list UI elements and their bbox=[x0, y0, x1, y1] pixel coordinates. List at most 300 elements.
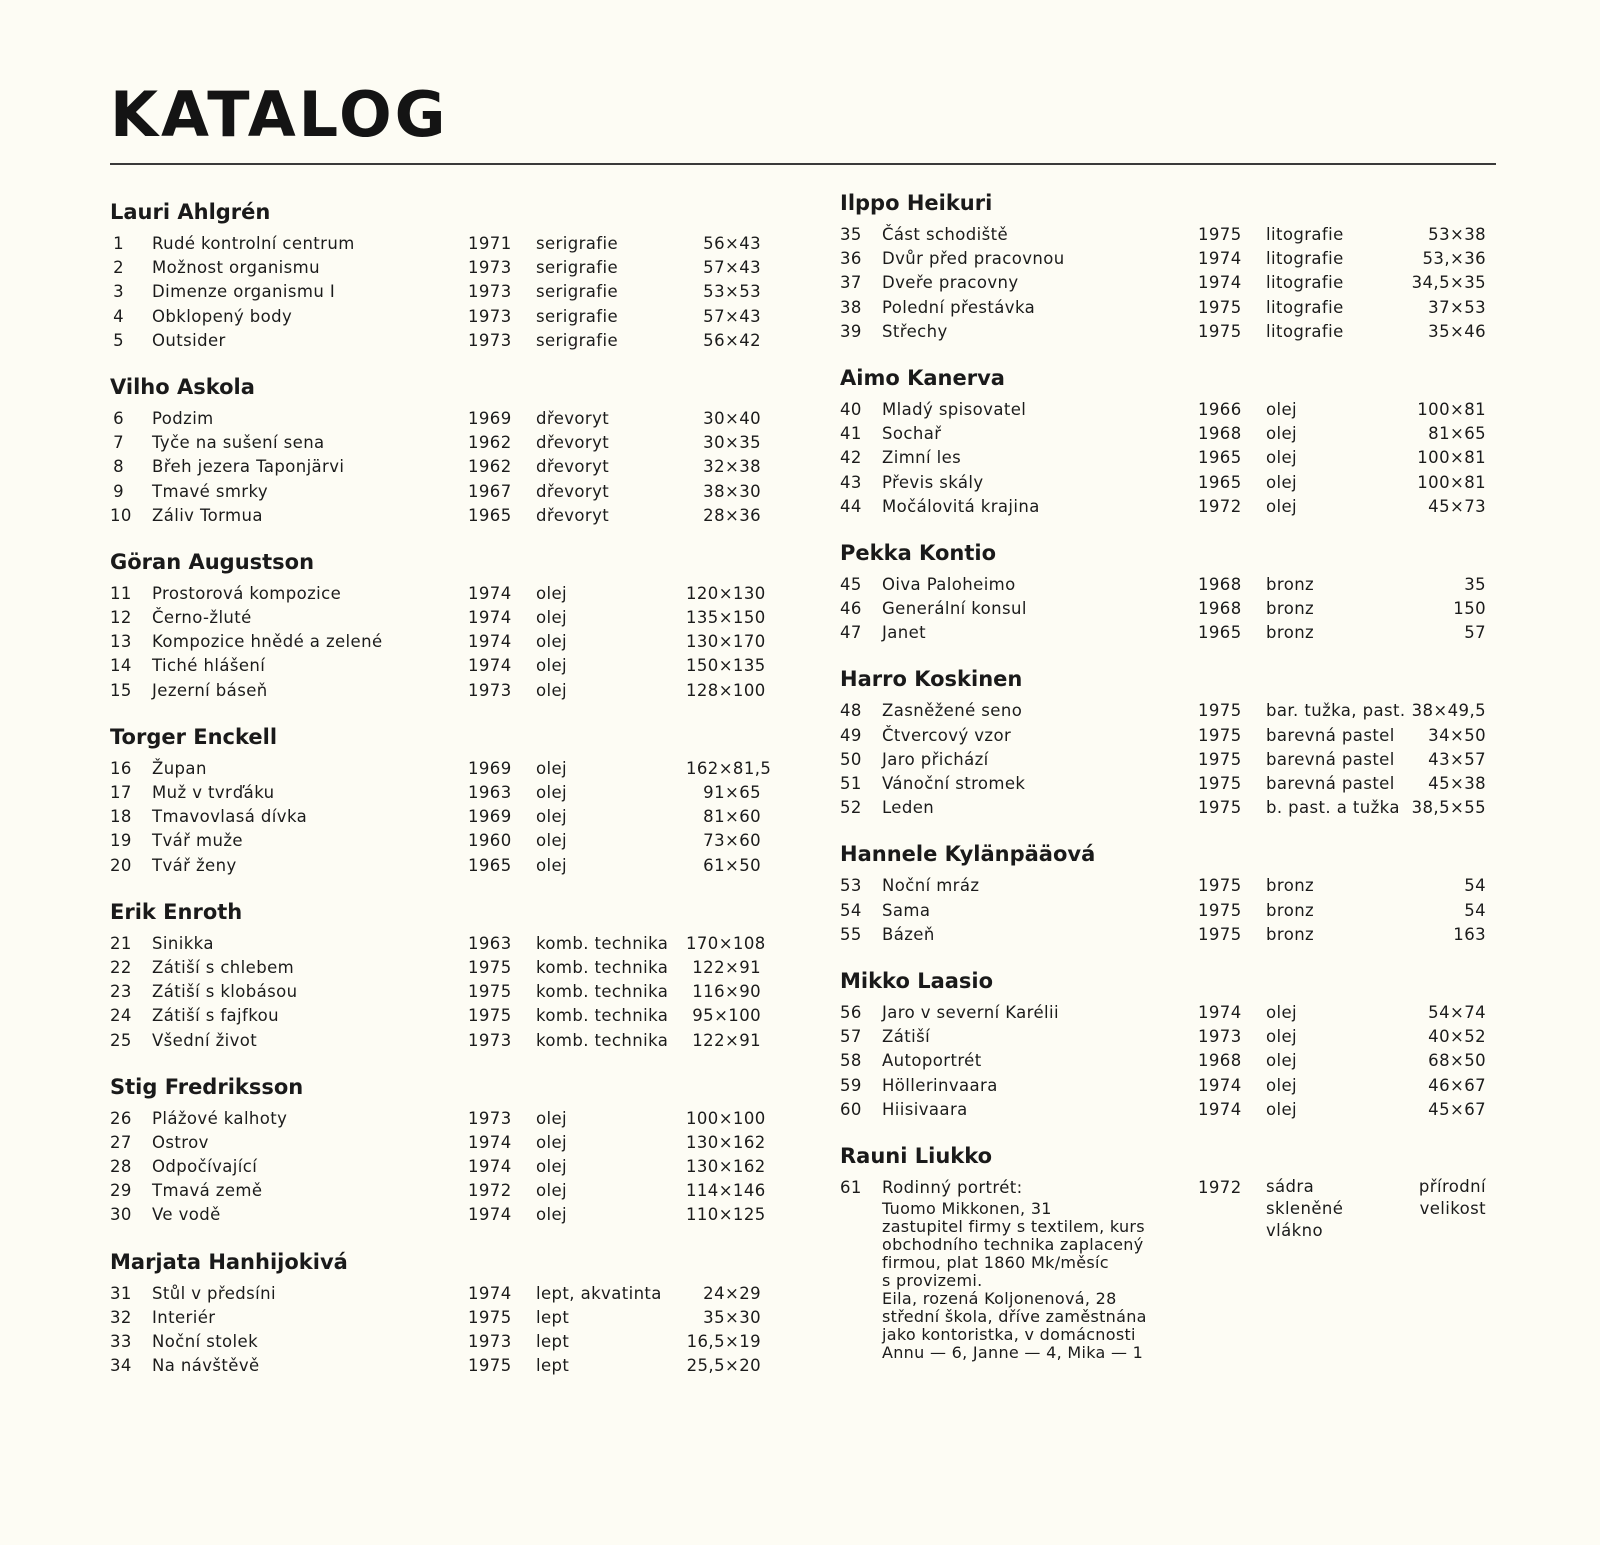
entry-title: Zátiší s fajfkou bbox=[152, 1006, 279, 1026]
entry-number: 13 bbox=[110, 632, 132, 652]
entry-technique: sádra bbox=[1266, 1176, 1315, 1196]
entry-year: 1974 bbox=[1198, 1075, 1242, 1095]
entry-size: 38,5×55 bbox=[1411, 798, 1486, 818]
entry-title: Noční mráz bbox=[882, 876, 980, 896]
catalog-entry bbox=[110, 1306, 790, 1330]
entry-title: Obklopený body bbox=[152, 306, 293, 326]
artist-section bbox=[110, 1075, 790, 1228]
entry-size: 56×42 bbox=[703, 330, 761, 350]
entry-size: 35×30 bbox=[703, 1307, 761, 1327]
entry-year: 1975 bbox=[1198, 749, 1242, 769]
entry-number: 21 bbox=[110, 933, 132, 953]
entry-title: Střechy bbox=[882, 321, 948, 341]
entry-technique: litografie bbox=[1266, 273, 1344, 293]
artist-section bbox=[110, 725, 790, 878]
catalog-entry bbox=[110, 654, 790, 678]
entry-year: 1962 bbox=[468, 457, 512, 477]
entry-number: 25 bbox=[110, 1030, 132, 1050]
entry-size: 100×100 bbox=[686, 1108, 766, 1128]
entry-description-line: obchodního technika zaplacený bbox=[882, 1234, 1144, 1254]
entry-technique: olej bbox=[536, 680, 568, 700]
entry-number: 7 bbox=[113, 433, 124, 453]
entry-size: 30×35 bbox=[703, 433, 761, 453]
entry-year: 1963 bbox=[468, 933, 512, 953]
entry-year: 1965 bbox=[468, 505, 512, 525]
entry-year: 1966 bbox=[1198, 399, 1242, 419]
entry-number: 28 bbox=[110, 1157, 132, 1177]
catalog-entry bbox=[840, 1098, 1520, 1122]
artist-section bbox=[840, 541, 1520, 646]
catalog-entry bbox=[110, 956, 790, 980]
entry-title: Interiér bbox=[152, 1307, 216, 1327]
title-divider bbox=[110, 163, 1496, 165]
entry-number: 22 bbox=[110, 957, 132, 977]
entry-title: Rodinný portrét: bbox=[882, 1177, 1023, 1197]
entry-title: Hiisivaara bbox=[882, 1099, 968, 1119]
entry-title: Dveře pracovny bbox=[882, 273, 1019, 293]
entry-technique: serigrafie bbox=[536, 234, 619, 253]
entry-title: Oiva Paloheimo bbox=[882, 574, 1016, 594]
entry-size: 35×46 bbox=[1428, 321, 1486, 341]
entry-technique: bronz bbox=[1266, 876, 1315, 896]
catalog-entry bbox=[110, 455, 790, 479]
entry-number: 52 bbox=[840, 798, 862, 818]
catalog-entry bbox=[110, 280, 790, 304]
artist-section bbox=[110, 200, 790, 353]
entry-year: 1962 bbox=[468, 433, 512, 453]
catalog-entry bbox=[110, 805, 790, 829]
entry-size: 38×49,5 bbox=[1411, 701, 1486, 721]
entry-number: 12 bbox=[110, 608, 132, 628]
entry-technique: komb. technika bbox=[536, 957, 669, 977]
entry-number: 47 bbox=[840, 623, 862, 643]
entry-number: 2 bbox=[113, 258, 124, 278]
entry-year: 1967 bbox=[468, 481, 512, 501]
entry-number: 48 bbox=[840, 701, 862, 721]
entry-size: 54 bbox=[1464, 900, 1486, 920]
entry-year: 1974 bbox=[468, 1283, 512, 1303]
entry-description-line: Annu — 6, Janne — 4, Mika — 1 bbox=[882, 1342, 1144, 1362]
entry-year: 1971 bbox=[468, 234, 512, 253]
entry-title: Zátiší bbox=[882, 1027, 931, 1047]
entry-number: 53 bbox=[840, 876, 862, 896]
entry-technique: barevná pastel bbox=[1266, 725, 1395, 745]
entry-technique: olej bbox=[1266, 448, 1298, 468]
entry-year: 1975 bbox=[1198, 725, 1242, 745]
entry-technique: vlákno bbox=[1266, 1220, 1323, 1240]
artist-name: Pekka Kontio bbox=[840, 540, 996, 565]
entry-title: Sama bbox=[882, 900, 931, 920]
catalog-entry bbox=[110, 606, 790, 630]
entry-number: 9 bbox=[113, 481, 124, 501]
entry-size: 128×100 bbox=[686, 680, 766, 700]
entry-technique: lept bbox=[536, 1332, 570, 1351]
entry-title: Čtvercový vzor bbox=[882, 725, 1012, 745]
catalog-entry bbox=[110, 630, 790, 654]
artist-section bbox=[840, 191, 1520, 344]
entry-title: Noční stolek bbox=[152, 1332, 259, 1351]
entry-technique: olej bbox=[536, 608, 568, 628]
entry-description-line: zastupitel firmy s textilem, kurs bbox=[882, 1216, 1145, 1236]
entry-year: 1975 bbox=[468, 1006, 512, 1026]
catalog-entry bbox=[110, 431, 790, 455]
entry-title: Stůl v předsíni bbox=[152, 1283, 276, 1303]
entry-size: 45×67 bbox=[1428, 1099, 1486, 1119]
entry-technique: litografie bbox=[1266, 225, 1344, 244]
entry-technique: dřevoryt bbox=[536, 457, 610, 477]
entry-year: 1974 bbox=[1198, 273, 1242, 293]
catalog-entry bbox=[110, 1107, 790, 1131]
entry-title: Jaro přichází bbox=[882, 749, 989, 769]
entry-size: 54 bbox=[1464, 876, 1486, 896]
entry-number: 16 bbox=[110, 758, 132, 778]
catalog-entry bbox=[840, 223, 1520, 247]
entry-technique: bronz bbox=[1266, 599, 1315, 619]
entry-title: Záliv Tormua bbox=[152, 505, 263, 525]
entry-size-cell bbox=[1411, 1176, 1486, 1362]
entry-year: 1975 bbox=[1198, 701, 1242, 721]
entry-size: 162×81,5 bbox=[686, 758, 772, 778]
entry-technique: olej bbox=[1266, 424, 1298, 444]
entry-number: 23 bbox=[110, 982, 132, 1002]
entry-size: 116×90 bbox=[692, 982, 761, 1002]
entry-year: 1975 bbox=[1198, 297, 1242, 317]
entry-number: 60 bbox=[840, 1099, 862, 1119]
artist-section bbox=[110, 550, 790, 703]
entry-number: 36 bbox=[840, 249, 862, 269]
catalog-entry bbox=[840, 471, 1520, 495]
entry-number: 33 bbox=[110, 1332, 132, 1351]
entry-year: 1975 bbox=[1198, 321, 1242, 341]
catalog-entry bbox=[110, 757, 790, 781]
entry-technique: olej bbox=[536, 656, 568, 676]
artist-section bbox=[110, 1250, 790, 1379]
entry-technique: dřevoryt bbox=[536, 505, 610, 525]
entry-title: Rudé kontrolní centrum bbox=[152, 234, 355, 253]
catalog-column-left bbox=[110, 200, 790, 1400]
artist-name: Göran Augustson bbox=[110, 549, 315, 574]
entry-year: 1965 bbox=[1198, 472, 1242, 492]
catalog-entry bbox=[840, 772, 1520, 796]
entry-technique: serigrafie bbox=[536, 330, 619, 350]
entry-year: 1965 bbox=[468, 855, 512, 875]
entry-size: 30×40 bbox=[703, 408, 761, 428]
entry-number: 27 bbox=[110, 1132, 132, 1152]
entry-description-line: Eila, rozená Koljonenová, 28 bbox=[882, 1288, 1117, 1308]
entry-technique: serigrafie bbox=[536, 282, 619, 302]
entry-number: 46 bbox=[840, 599, 862, 619]
page-title: KATALOG bbox=[110, 78, 449, 151]
entry-technique: lept bbox=[536, 1356, 570, 1376]
entry-title: Jezerní báseň bbox=[152, 680, 268, 700]
entry-number: 24 bbox=[110, 1006, 132, 1026]
catalog-entry bbox=[840, 573, 1520, 597]
entry-description-line: s provizemi. bbox=[882, 1270, 983, 1290]
entry-size: 45×38 bbox=[1428, 774, 1486, 793]
catalog-entry bbox=[840, 699, 1520, 723]
catalog-entry bbox=[110, 829, 790, 853]
entry-technique: olej bbox=[1266, 1027, 1298, 1047]
entry-year: 1975 bbox=[468, 957, 512, 977]
entry-description-line: Tuomo Mikkonen, 31 bbox=[882, 1198, 1052, 1218]
entry-year: 1974 bbox=[468, 1132, 512, 1152]
entry-size: 150 bbox=[1453, 599, 1486, 619]
entry-year: 1975 bbox=[468, 1307, 512, 1327]
entry-year: 1965 bbox=[1198, 448, 1242, 468]
entry-title: Na návštěvě bbox=[152, 1356, 260, 1376]
entry-title: Tvář ženy bbox=[152, 855, 237, 875]
entry-title: Höllerinvaara bbox=[882, 1075, 998, 1095]
entry-size: 57 bbox=[1464, 623, 1486, 643]
entry-size: 130×170 bbox=[686, 632, 766, 652]
entry-size: 54×74 bbox=[1428, 1002, 1486, 1022]
catalog-entry bbox=[840, 296, 1520, 320]
entry-number: 20 bbox=[110, 855, 132, 875]
catalog-entry bbox=[840, 874, 1520, 898]
entry-size: 110×125 bbox=[686, 1205, 766, 1225]
entry-number: 5 bbox=[113, 330, 124, 350]
entry-title: Zátiší s klobásou bbox=[152, 982, 298, 1002]
entry-year: 1972 bbox=[1198, 1177, 1242, 1197]
catalog-entry bbox=[840, 1025, 1520, 1049]
entry-number: 14 bbox=[110, 656, 132, 676]
entry-number: 15 bbox=[110, 680, 132, 700]
catalog-entry bbox=[840, 621, 1520, 645]
catalog-entry bbox=[840, 1074, 1520, 1098]
entry-size: 100×81 bbox=[1417, 399, 1486, 419]
entry-size: 73×60 bbox=[703, 831, 761, 851]
entry-number: 34 bbox=[110, 1356, 132, 1376]
entry-technique: skleněné bbox=[1266, 1198, 1344, 1218]
artist-name: Lauri Ahlgrén bbox=[110, 200, 271, 224]
entry-year: 1969 bbox=[468, 758, 512, 778]
entry-title: Tvář muže bbox=[152, 831, 243, 851]
entry-title: Černo-žluté bbox=[152, 608, 252, 628]
catalog-entry bbox=[110, 1354, 790, 1378]
entry-title: Prostorová kompozice bbox=[152, 583, 342, 603]
entry-technique: bronz bbox=[1266, 623, 1315, 643]
entry-size: 130×162 bbox=[686, 1157, 766, 1177]
entry-description-line: střední škola, dříve zaměstnána bbox=[882, 1306, 1147, 1326]
entry-number: 45 bbox=[840, 574, 862, 594]
entry-size: 45×73 bbox=[1428, 496, 1486, 516]
entry-size: 114×146 bbox=[686, 1181, 766, 1201]
catalog-entry bbox=[840, 398, 1520, 422]
entry-number: 32 bbox=[110, 1307, 132, 1327]
catalog-entry bbox=[110, 329, 790, 353]
entry-size: 57×43 bbox=[703, 258, 761, 278]
entry-year: 1968 bbox=[1198, 424, 1242, 444]
entry-year: 1972 bbox=[468, 1181, 512, 1201]
entry-technique: olej bbox=[536, 1205, 568, 1225]
entry-title: Dimenze organismu I bbox=[152, 282, 336, 302]
entry-number: 54 bbox=[840, 900, 862, 920]
entry-technique: dřevoryt bbox=[536, 408, 610, 428]
entry-technique: bronz bbox=[1266, 900, 1315, 920]
entry-title: Převis skály bbox=[882, 472, 984, 492]
catalog-entry bbox=[840, 724, 1520, 748]
catalog-entry bbox=[110, 1029, 790, 1053]
entry-technique: olej bbox=[536, 1108, 568, 1128]
artist-name: Stig Fredriksson bbox=[110, 1074, 304, 1099]
entry-title: Odpočívající bbox=[152, 1157, 258, 1177]
catalog-entry bbox=[110, 1131, 790, 1155]
entry-size: 46×67 bbox=[1428, 1075, 1486, 1095]
entry-technique: litografie bbox=[1266, 297, 1344, 317]
entry-description-line: firmou, plat 1860 Mk/měsíc bbox=[882, 1252, 1109, 1272]
entry-number: 35 bbox=[840, 225, 862, 244]
entry-size: 56×43 bbox=[703, 234, 761, 253]
entry-size: 135×150 bbox=[686, 608, 766, 628]
entry-size: 24×29 bbox=[703, 1283, 761, 1303]
catalog-entry bbox=[110, 305, 790, 329]
artist-name: Vilho Askola bbox=[110, 374, 255, 399]
entry-title: Močálovitá krajina bbox=[882, 496, 1040, 516]
artist-section bbox=[110, 375, 790, 528]
catalog-entry bbox=[840, 597, 1520, 621]
entry-size: 16,5×19 bbox=[686, 1332, 761, 1351]
entry-year: 1973 bbox=[468, 282, 512, 302]
entry-size: 28×36 bbox=[703, 505, 761, 525]
entry-description-line: jako kontoristka, v domácnosti bbox=[882, 1324, 1136, 1344]
entry-year: 1975 bbox=[1198, 924, 1242, 944]
entry-title: Muž v tvrďáku bbox=[152, 783, 275, 802]
entry-technique: komb. technika bbox=[536, 1006, 669, 1026]
catalog-entry bbox=[110, 932, 790, 956]
entry-year: 1974 bbox=[1198, 1099, 1242, 1119]
catalog-entry bbox=[110, 1282, 790, 1306]
catalog-entry bbox=[110, 582, 790, 606]
entry-title: Dvůr před pracovnou bbox=[882, 249, 1065, 269]
entry-technique: bronz bbox=[1266, 924, 1315, 944]
entry-year: 1975 bbox=[468, 1356, 512, 1376]
entry-technique: olej bbox=[536, 855, 568, 875]
entry-technique: litografie bbox=[1266, 321, 1344, 341]
catalog-entry bbox=[840, 446, 1520, 470]
artist-section bbox=[840, 969, 1520, 1122]
entry-title: Tmavovlasá dívka bbox=[152, 807, 308, 827]
entry-number: 19 bbox=[110, 831, 132, 851]
entry-technique: komb. technika bbox=[536, 1030, 669, 1050]
entry-size: 100×81 bbox=[1417, 448, 1486, 468]
entry-technique: serigrafie bbox=[536, 306, 619, 326]
entry-number: 4 bbox=[113, 306, 124, 326]
catalog-entry bbox=[840, 923, 1520, 947]
entry-title: Tiché hlášení bbox=[152, 656, 266, 676]
entry-size: 37×53 bbox=[1428, 297, 1486, 317]
entry-title: Janet bbox=[882, 623, 927, 643]
catalog-entry bbox=[110, 1004, 790, 1028]
entry-technique: barevná pastel bbox=[1266, 749, 1395, 769]
entry-year: 1975 bbox=[1198, 225, 1242, 244]
entry-year: 1968 bbox=[1198, 574, 1242, 594]
entry-title: Bázeň bbox=[882, 924, 935, 944]
entry-number: 29 bbox=[110, 1181, 132, 1201]
entry-number: 40 bbox=[840, 399, 862, 419]
entry-technique: olej bbox=[536, 583, 568, 603]
entry-technique: barevná pastel bbox=[1266, 774, 1395, 793]
artist-name: Rauni Liukko bbox=[840, 1143, 993, 1168]
catalog-entry bbox=[110, 1155, 790, 1179]
artist-section bbox=[840, 366, 1520, 519]
entry-technique: olej bbox=[1266, 496, 1298, 516]
entry-technique: olej bbox=[1266, 399, 1298, 419]
entry-size: 34×50 bbox=[1428, 725, 1486, 745]
entry-technique: lept, akvatinta bbox=[536, 1283, 662, 1303]
entry-technique: bronz bbox=[1266, 574, 1315, 594]
entry-title: Župan bbox=[152, 758, 207, 778]
catalog-entry bbox=[840, 1176, 1520, 1362]
artist-name: Marjata Hanhijokivá bbox=[110, 1249, 348, 1274]
artist-name: Torger Enckell bbox=[110, 724, 278, 749]
entry-size: 68×50 bbox=[1428, 1051, 1486, 1071]
entry-year: 1965 bbox=[1198, 623, 1242, 643]
entry-size: 61×50 bbox=[703, 855, 761, 875]
entry-number: 6 bbox=[113, 408, 124, 428]
entry-size: 81×60 bbox=[703, 807, 761, 827]
artist-name: Harro Koskinen bbox=[840, 667, 1023, 692]
entry-title: Leden bbox=[882, 798, 935, 818]
entry-technique: b. past. a tužka bbox=[1266, 798, 1400, 818]
catalog-entry bbox=[110, 407, 790, 431]
entry-year: 1968 bbox=[1198, 1051, 1242, 1071]
entry-year: 1975 bbox=[468, 982, 512, 1002]
catalog-entry bbox=[110, 1203, 790, 1227]
entry-year: 1969 bbox=[468, 408, 512, 428]
catalog-entry bbox=[110, 256, 790, 280]
catalog-entry bbox=[110, 1179, 790, 1203]
entry-year: 1973 bbox=[468, 258, 512, 278]
entry-title: Tmavá země bbox=[152, 1181, 263, 1201]
artist-name: Hannele Kylänpääová bbox=[840, 842, 1096, 867]
catalog-entry bbox=[840, 422, 1520, 446]
entry-title: Plážové kalhoty bbox=[152, 1108, 288, 1128]
catalog-entry bbox=[840, 1001, 1520, 1025]
entry-year: 1974 bbox=[468, 632, 512, 652]
entry-title: Zasněžené seno bbox=[882, 701, 1023, 721]
entry-size: 43×57 bbox=[1428, 749, 1486, 769]
entry-number: 41 bbox=[840, 424, 862, 444]
entry-year: 1960 bbox=[468, 831, 512, 851]
entry-number: 50 bbox=[840, 749, 862, 769]
catalog-entry bbox=[110, 504, 790, 528]
entry-number: 31 bbox=[110, 1283, 132, 1303]
entry-size: 120×130 bbox=[686, 583, 766, 603]
entry-size: 163 bbox=[1453, 924, 1486, 944]
artist-section bbox=[110, 900, 790, 1053]
entry-technique: olej bbox=[1266, 472, 1298, 492]
catalog-entry bbox=[110, 232, 790, 256]
entry-size: 25,5×20 bbox=[686, 1356, 761, 1376]
entry-year: 1973 bbox=[468, 680, 512, 700]
entry-year: 1973 bbox=[468, 1030, 512, 1050]
entry-technique: serigrafie bbox=[536, 258, 619, 278]
entry-title: Zátiší s chlebem bbox=[152, 957, 295, 977]
catalog-entry bbox=[840, 495, 1520, 519]
entry-technique: olej bbox=[536, 1181, 568, 1201]
entry-title: Generální konsul bbox=[882, 599, 1027, 619]
entry-size: 100×81 bbox=[1417, 472, 1486, 492]
entry-number: 42 bbox=[840, 448, 862, 468]
entry-number: 11 bbox=[110, 583, 132, 603]
entry-title: Ostrov bbox=[152, 1132, 209, 1152]
entry-technique: olej bbox=[536, 1132, 568, 1152]
catalog-entry bbox=[110, 1330, 790, 1354]
entry-size: 40×52 bbox=[1428, 1027, 1486, 1047]
entry-size: 122×91 bbox=[692, 957, 761, 977]
entry-technique: olej bbox=[1266, 1075, 1298, 1095]
entry-size: 53,×36 bbox=[1422, 249, 1486, 269]
